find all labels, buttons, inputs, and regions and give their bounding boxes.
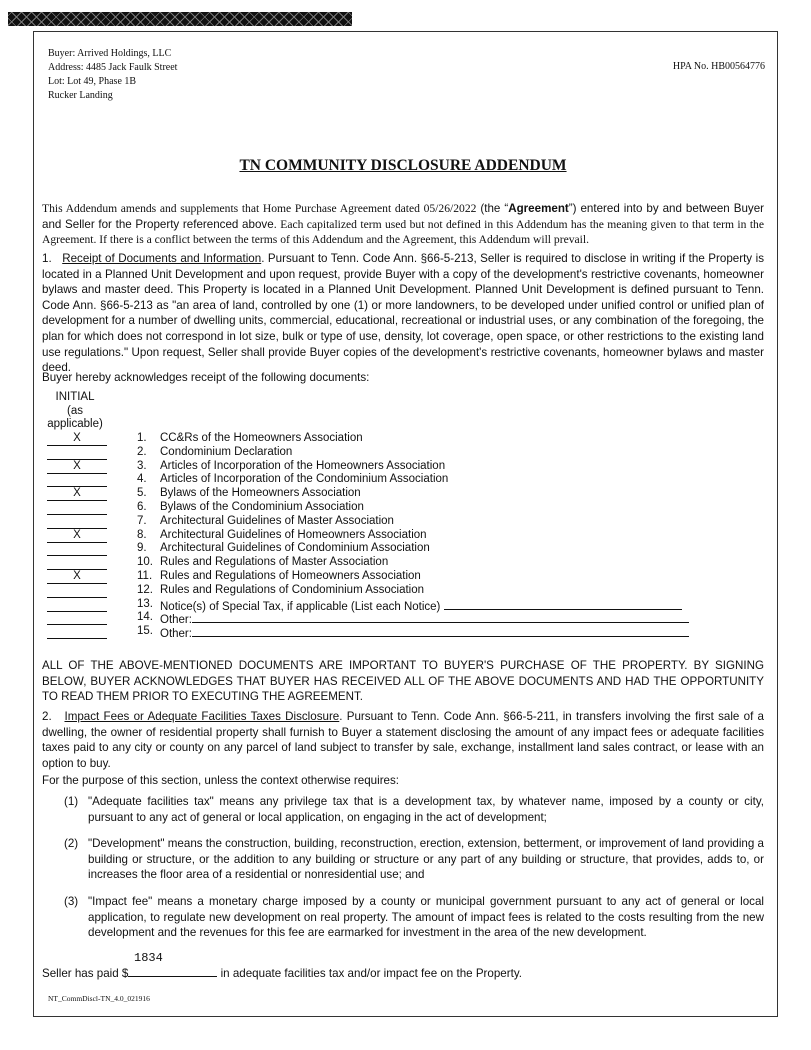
document-item — [0, 529, 811, 543]
document-item — [0, 501, 811, 515]
item-number: 15. — [137, 625, 153, 638]
item-number: 11. — [137, 570, 153, 582]
item-number: 12. — [137, 583, 153, 596]
fee-statement — [42, 965, 522, 980]
item-label — [160, 473, 448, 487]
item-label — [160, 460, 445, 474]
document-item — [0, 460, 811, 474]
item-label — [160, 501, 364, 515]
item-label-text: Rules and Regulations of Homeowners Association — [160, 570, 421, 582]
document-item — [0, 598, 811, 612]
initial-field[interactable] — [47, 556, 107, 570]
item-label-text: Other: — [160, 614, 192, 627]
fee-suffix: in adequate facilities tax and/or impact fee on the Property. — [217, 967, 522, 980]
section-number: 1. — [42, 252, 52, 265]
item-label-text: Articles of Incorporation of the Homeowners Association — [160, 459, 446, 472]
property-info — [48, 47, 177, 103]
item-number: 4. — [137, 473, 147, 486]
definition-1 — [64, 794, 764, 825]
item-number: 5. — [137, 487, 147, 500]
initial-field[interactable] — [47, 515, 107, 529]
item-label-text: Architectural Guidelines of Condominium Association — [160, 542, 430, 555]
item-number: 1. — [137, 432, 147, 444]
initial-field[interactable]: X — [47, 487, 107, 501]
item-number: 8. — [137, 528, 147, 541]
item-label-text: Condominium Declaration — [160, 445, 293, 458]
other-fill-line[interactable] — [192, 625, 689, 637]
definition-number: (2) — [64, 837, 79, 850]
section-body: . Pursuant to Tenn. Code Ann. §66-5-211, in transfers involving the first sale of a dwelling, the owner of residential property shall furnish to Buyer a statement disclosing the amount of any impact fees or adequate facilities taxes paid to any city or county on any parcel of land subject to transfer by sale, exchange, installment land sales contract, or lease with an option to buy. — [42, 710, 765, 770]
initial-label: (as — [67, 404, 83, 417]
property-address: Address: 4485 Jack Faulk Street — [48, 62, 178, 73]
item-number: 7. — [137, 514, 147, 527]
redaction-bar — [8, 12, 352, 26]
caps-notice: ALL OF THE ABOVE-MENTIONED DOCUMENTS ARE IMPORTANT TO BUYER'S PURCHASE OF THE PROPERTY. BY SIGNING BELOW, BUYER ACKNOWLEDGES THAT BUYER HAS RECEIVED ALL OF THE ABOVE DOCUMENTS AND HAD THE OPPORTUNITY TO READ THEM PRIOR TO EXECUTING THE AGREEMENT. — [42, 659, 764, 704]
form-code: NT_CommDiscl-TN_4.0_021916 — [48, 994, 150, 1003]
document-item — [0, 487, 811, 501]
acknowledge-text: Buyer hereby acknowledges receipt of the following documents: — [42, 371, 370, 384]
initial-field[interactable] — [47, 611, 107, 625]
document-item — [0, 432, 811, 446]
initial-field[interactable]: X — [47, 529, 107, 543]
item-label-text: Bylaws of the Homeowners Association — [160, 487, 361, 500]
item-label — [160, 625, 689, 642]
document-item — [0, 446, 811, 460]
section-heading: Receipt of Documents and Information — [62, 252, 262, 265]
document-item — [0, 556, 811, 570]
item-label — [160, 487, 361, 501]
item-number: 10. — [137, 556, 153, 569]
definition-text: "Impact fee" means a monetary charge imposed by a county or municipal government pursuant to any act of general or local application, to regulate new development on real property. The amount of impact fees is related to the costs resulting from the new development and the revenues for this fee are earmarked for investment in the area of the new development. — [88, 895, 764, 940]
fee-amount: 1834 — [134, 951, 163, 965]
initial-field[interactable] — [47, 473, 107, 487]
item-number: 6. — [137, 501, 147, 513]
item-label-text: Architectural Guidelines of Master Association — [160, 514, 394, 527]
notice-fill-line[interactable] — [444, 598, 682, 610]
initial-field[interactable] — [47, 625, 107, 639]
community-name: Rucker Landing — [48, 90, 113, 101]
intro-text: Each capitalized term used but not defined in this Addendum has the meaning given to that term in the Agreement. If there is a conflict between the terms of this Addendum and the Agreement, this Addendum will prevail. — [42, 217, 764, 247]
other-fill-line[interactable] — [192, 611, 689, 623]
item-label-text: Other: — [160, 628, 192, 641]
definition-number: (3) — [64, 895, 79, 908]
agreement-term: Agreement — [508, 202, 569, 215]
section-1 — [42, 251, 764, 376]
item-label — [160, 432, 363, 446]
fee-amount-line — [128, 965, 217, 977]
definition-text: "Development" means the construction, building, reconstruction, erection, extension, betterment, or improvement of land providing a building or structure, or the addition to any building or structure or any part of any building or structure, that provides, adds to, or increases the floor area of a residential or nonresidential use; and — [88, 837, 764, 882]
item-label-text: Articles of Incorporation of the Condominium Association — [160, 473, 449, 486]
item-label — [160, 529, 427, 543]
document-item — [0, 611, 811, 625]
intro-paragraph — [42, 201, 764, 248]
item-label-text: Architectural Guidelines of Homeowners Association — [160, 528, 427, 541]
initial-field[interactable] — [47, 598, 107, 612]
item-number: 13. — [137, 597, 153, 610]
purpose-text: For the purpose of this section, unless the context otherwise requires: — [42, 774, 400, 787]
document-item — [0, 584, 811, 598]
initial-field[interactable] — [47, 542, 107, 556]
initial-field[interactable]: X — [47, 432, 107, 446]
lot-info: Lot: Lot 49, Phase 1B — [48, 76, 137, 87]
item-label — [160, 446, 292, 460]
definition-number: (1) — [64, 795, 79, 808]
definition-3 — [64, 894, 764, 941]
document-item — [0, 570, 811, 584]
item-label — [160, 556, 388, 570]
item-label-text: Rules and Regulations of Condominium Association — [160, 583, 425, 596]
item-label-text: Rules and Regulations of Master Association — [160, 556, 389, 569]
definition-text: "Adequate facilities tax" means any privilege tax that is a development tax, by whatever name, imposed by a county or city, pursuant to any act of general or local application, on engaging in the act of development; — [88, 795, 764, 824]
buyer-name: Buyer: Arrived Holdings, LLC — [48, 48, 172, 59]
section-number: 2. — [42, 710, 52, 723]
initial-field[interactable] — [47, 584, 107, 598]
initial-field[interactable]: X — [47, 570, 107, 584]
document-item — [0, 625, 811, 639]
fee-prefix: Seller has paid $ — [42, 967, 129, 980]
item-label — [160, 584, 424, 598]
item-number: 2. — [137, 445, 147, 458]
document-title: TN COMMUNITY DISCLOSURE ADDENDUM — [239, 157, 567, 174]
document-item — [0, 515, 811, 529]
item-label — [160, 570, 421, 584]
section-2 — [42, 709, 764, 771]
definition-2 — [64, 836, 764, 883]
item-number: 9. — [137, 542, 147, 555]
document-item — [0, 473, 811, 487]
hpa-number: HPA No. HB00564776 — [672, 61, 765, 72]
item-label-text: Bylaws of the Condominium Association — [160, 501, 364, 513]
initial-field[interactable]: X — [47, 460, 107, 474]
initial-column-header — [42, 391, 108, 432]
item-label-text: CC&Rs of the Homeowners Association — [160, 432, 363, 444]
item-label-text: Notice(s) of Special Tax, if applicable (List each Notice) — [160, 600, 441, 613]
intro-text: ”) entered into by and between Buyer and Seller for the Property referenced above. — [42, 202, 765, 231]
item-label — [160, 515, 394, 529]
section-body: . Pursuant to Tenn. Code Ann. §66-5-213, Seller is required to disclose in writing if the Property is located in a Planned Unit Development and upon request, provide Buyer with a copy of the development's restrictive covenants, homeowner bylaws and master deed. This Property is located in a Planned Unit Development. Planned Unit Development is defined pursuant to Tenn. Code Ann. §66-5-213 as "an area of land, controlled by one (1) or more landowners, to be developed under unified control or unified plan of development for a number of dwelling units, commercial, educational, recreational or industrial uses, or any combination of the foregoing, the plan for which does not correspond in lot size, bulk or type of use, density, lot coverage, open space, or other restrictions to the existing land use regulations." Upon request, Seller shall provide Buyer copies of the development's restrictive covenants, homeowner bylaws and master deed. — [42, 252, 764, 375]
initial-label: applicable) — [47, 418, 103, 430]
section-heading: Impact Fees or Adequate Facilities Taxes Disclosure — [64, 710, 340, 723]
item-label — [160, 542, 430, 556]
intro-text: This Addendum amends and supplements that Home Purchase Agreement dated 05/26/2022 — [42, 202, 477, 215]
intro-text: (the “ — [476, 202, 509, 215]
initial-field[interactable] — [47, 501, 107, 515]
item-number: 14. — [137, 611, 153, 624]
initial-label: INITIAL — [55, 391, 95, 403]
document-item — [0, 542, 811, 556]
initial-field[interactable] — [47, 446, 107, 460]
item-number: 3. — [137, 459, 147, 472]
